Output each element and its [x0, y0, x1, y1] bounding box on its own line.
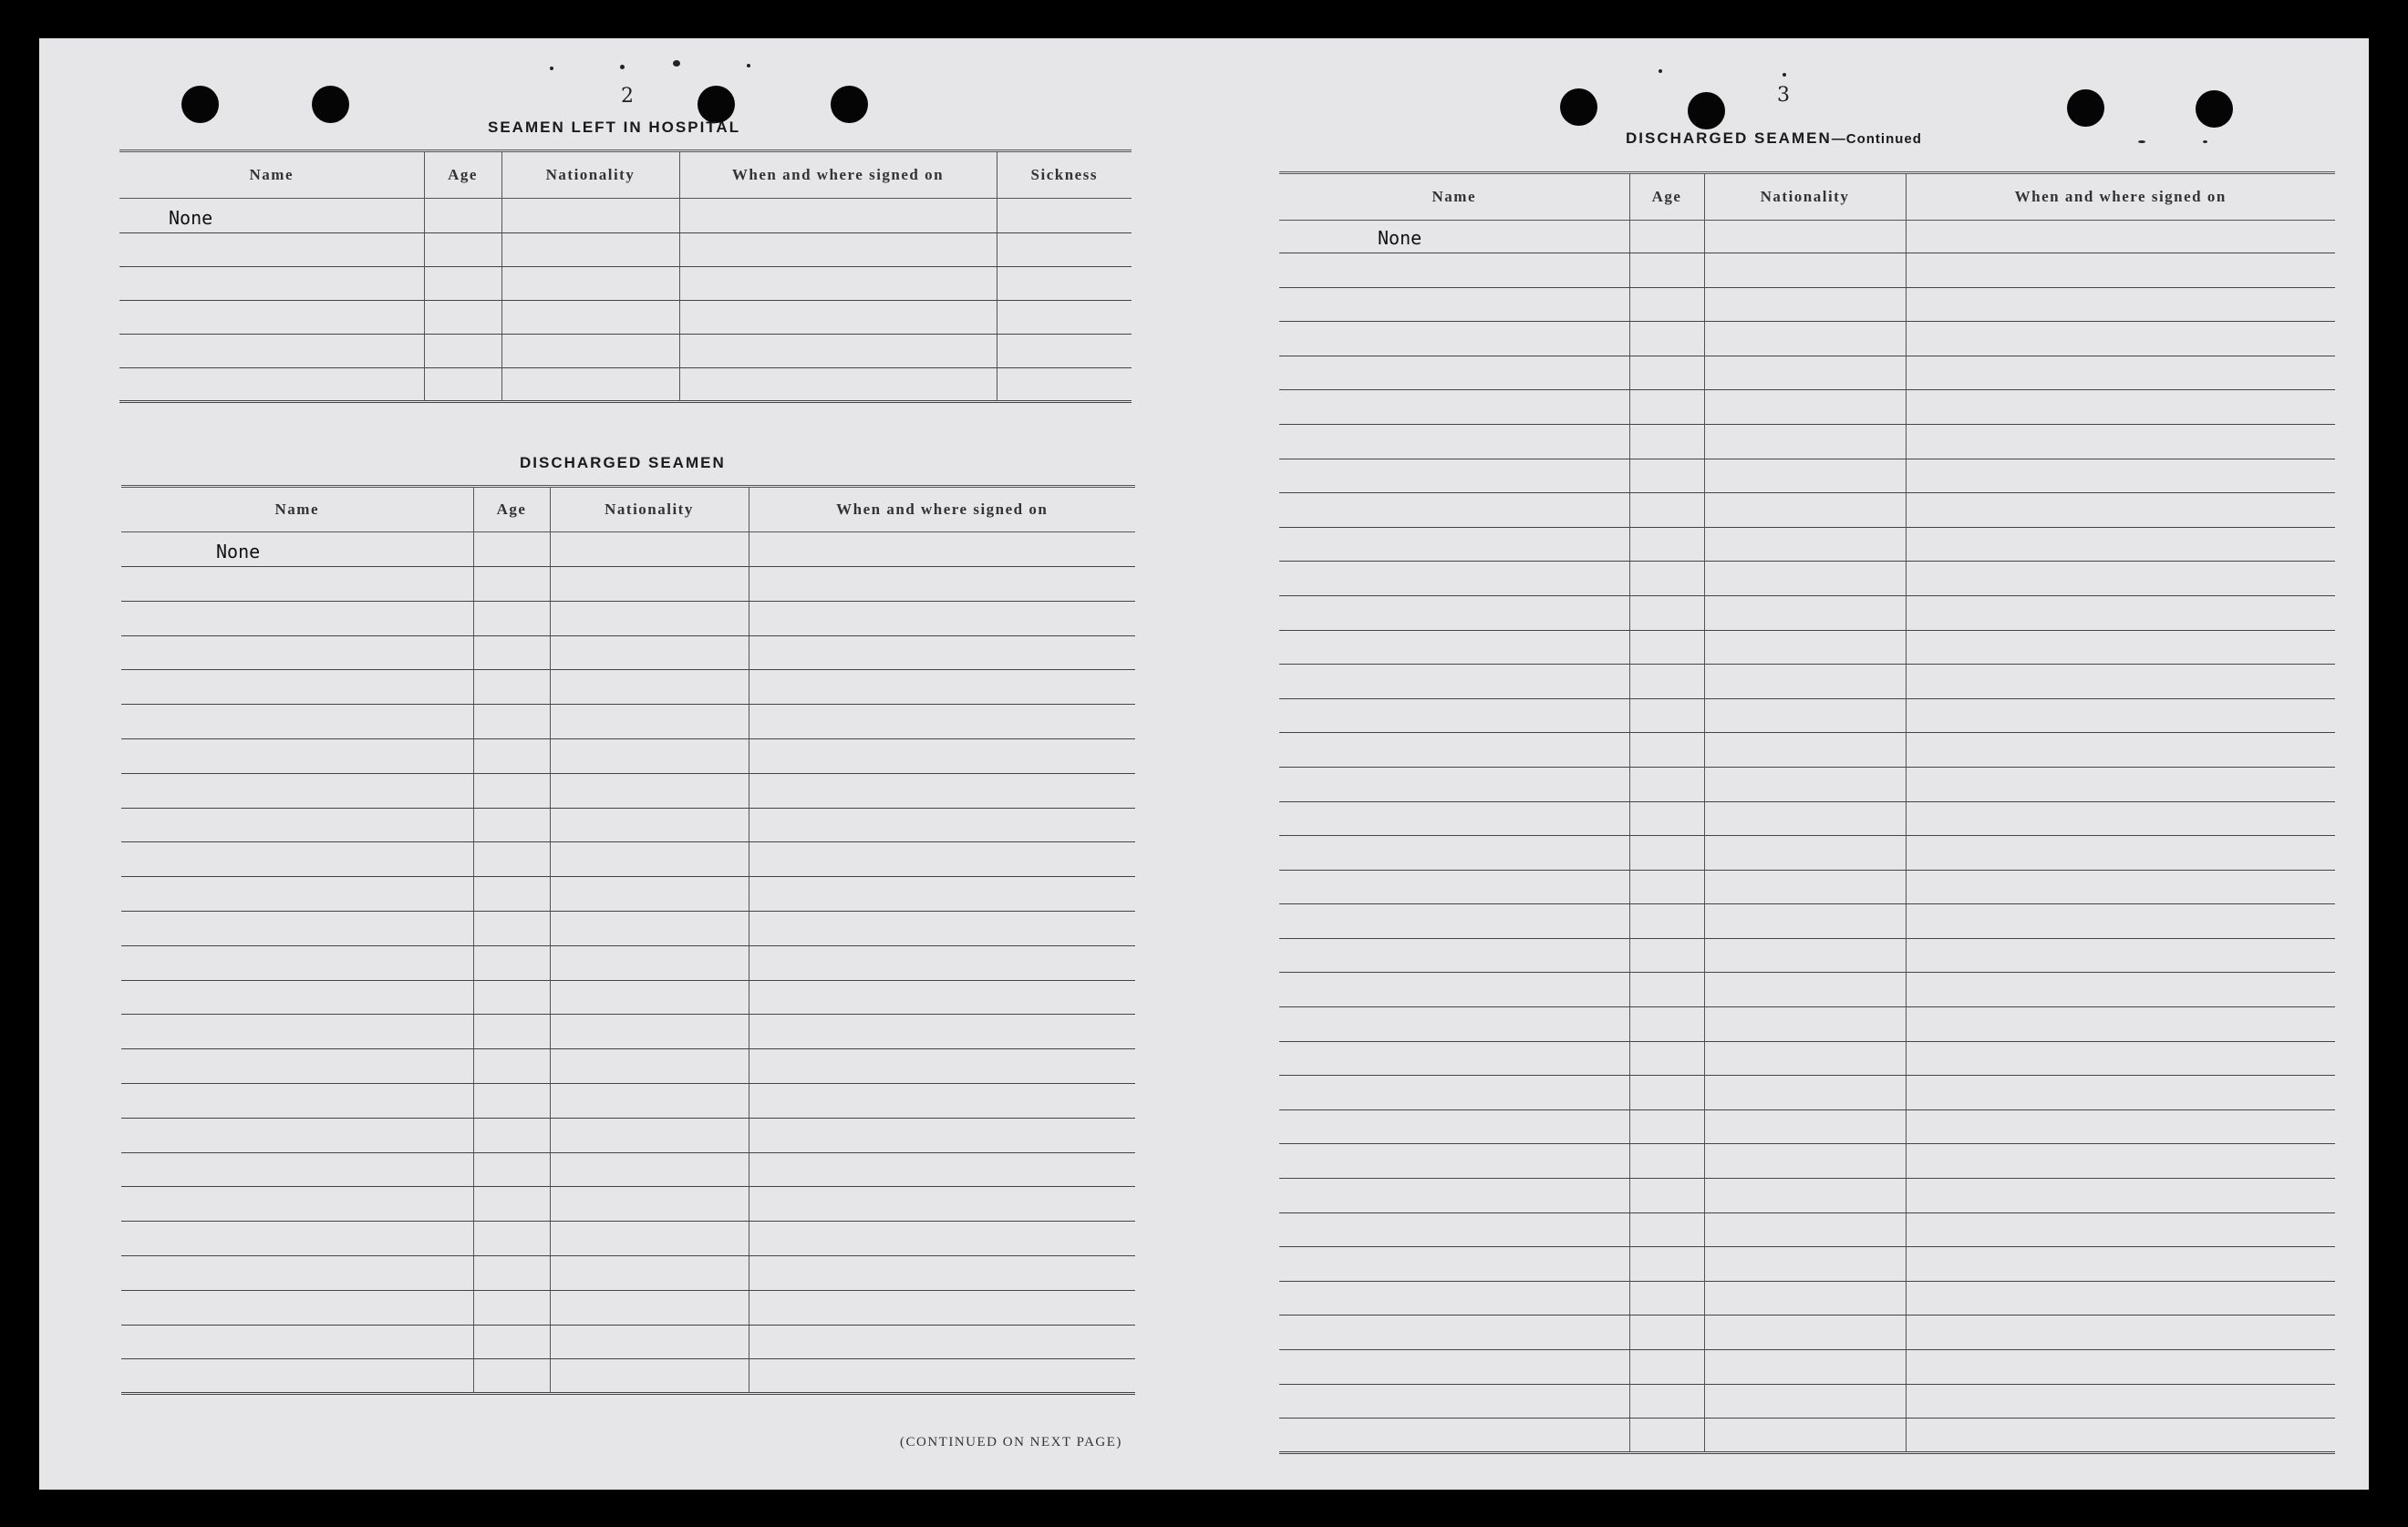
table-row [121, 945, 1135, 980]
table-row [1279, 390, 2335, 425]
table-row [1279, 1281, 2335, 1315]
ink-speck [673, 60, 680, 67]
table-row [119, 267, 1132, 301]
punch-hole [831, 86, 868, 123]
column-header-nationality: Nationality [1704, 173, 1906, 221]
punch-hole [181, 86, 219, 123]
table-row [1279, 630, 2335, 665]
table-row [1279, 665, 2335, 699]
table-row [1279, 938, 2335, 973]
table-row [121, 705, 1135, 739]
column-header-nationality: Nationality [501, 151, 679, 199]
column-header-age: Age [473, 487, 550, 532]
table-row [1279, 221, 2335, 253]
table-row [1279, 356, 2335, 390]
table-row [1279, 459, 2335, 493]
ink-speck [620, 65, 625, 69]
table-row [121, 1187, 1135, 1222]
entry-name: None [169, 207, 213, 229]
table-row [1279, 801, 2335, 836]
ink-speck [747, 64, 750, 67]
table-row [1279, 1179, 2335, 1213]
punch-hole [1688, 92, 1725, 129]
table-row [1279, 595, 2335, 630]
table-row [121, 1152, 1135, 1187]
hospital-table [119, 150, 1132, 403]
table-row [1279, 253, 2335, 288]
table-row [1279, 287, 2335, 322]
table-row [121, 1083, 1135, 1118]
column-header-name: Name [121, 487, 473, 532]
discharged-continued-table [1279, 171, 2335, 1454]
punch-hole [698, 86, 735, 123]
table-row [1279, 1007, 2335, 1042]
entry-name: None [1378, 227, 1422, 249]
section-title-hospital: SEAMEN LEFT IN HOSPITAL [488, 119, 741, 136]
table-row [121, 1255, 1135, 1290]
table-row [119, 368, 1132, 402]
page-number: 3 [1777, 84, 1790, 107]
table-row [1279, 1350, 2335, 1385]
table-row [121, 911, 1135, 945]
table-row [121, 1290, 1135, 1325]
ink-speck [1659, 69, 1662, 73]
table-row [1279, 870, 2335, 904]
table-row [119, 301, 1132, 335]
section-title-suffix: —Continued [1831, 131, 1922, 147]
table-row [1279, 973, 2335, 1007]
column-header-age: Age [424, 151, 501, 199]
table-row [1279, 562, 2335, 596]
table-row [121, 1222, 1135, 1256]
table-row [119, 335, 1132, 368]
table-row [121, 1015, 1135, 1049]
table-row [119, 199, 1132, 233]
table-row [1279, 1247, 2335, 1282]
table-row [121, 980, 1135, 1015]
document-sheet [39, 38, 2369, 1490]
table-row [121, 635, 1135, 670]
table-row [1279, 424, 2335, 459]
table-row [121, 773, 1135, 808]
column-header-name: Name [1279, 173, 1629, 221]
table-row [1279, 1109, 2335, 1144]
discharged-table [121, 485, 1135, 1395]
table-row [121, 532, 1135, 567]
table-row [121, 1118, 1135, 1152]
entry-name: None [216, 541, 261, 562]
table-row [121, 808, 1135, 842]
ink-speck [550, 67, 553, 70]
table-row [1279, 527, 2335, 562]
column-header-signed-on: When and where signed on [749, 487, 1135, 532]
column-header-signed-on: When and where signed on [1906, 173, 2335, 221]
table-row [1279, 767, 2335, 801]
table-row [119, 233, 1132, 267]
table-row [1279, 1212, 2335, 1247]
table-row [1279, 904, 2335, 939]
continued-note: (CONTINUED ON NEXT PAGE) [900, 1435, 1122, 1450]
section-title-text: DISCHARGED SEAMEN [1626, 129, 1832, 147]
table-row [121, 567, 1135, 602]
table-row [1279, 1144, 2335, 1179]
page-number: 2 [621, 85, 634, 108]
column-header-sickness: Sickness [997, 151, 1132, 199]
table-row [121, 1049, 1135, 1084]
column-header-name: Name [119, 151, 424, 199]
column-header-age: Age [1629, 173, 1704, 221]
table-row [1279, 322, 2335, 356]
punch-hole [1560, 88, 1597, 126]
column-header-signed-on: When and where signed on [679, 151, 997, 199]
table-row [121, 1359, 1135, 1394]
ink-speck [1783, 73, 1786, 77]
column-header-nationality: Nationality [550, 487, 749, 532]
table-row [1279, 698, 2335, 733]
ink-speck [2203, 140, 2207, 143]
table-row [1279, 733, 2335, 768]
table-row [121, 738, 1135, 773]
section-title-discharged: DISCHARGED SEAMEN [520, 454, 726, 471]
table-row [1279, 1315, 2335, 1350]
table-row [1279, 493, 2335, 528]
table-row [121, 1325, 1135, 1359]
table-row [121, 601, 1135, 635]
table-row [121, 877, 1135, 912]
table-row [1279, 1041, 2335, 1076]
table-row [1279, 1076, 2335, 1110]
ink-speck [2138, 140, 2145, 143]
table-row [1279, 836, 2335, 871]
table-row [1279, 1384, 2335, 1419]
section-title-discharged-continued [1626, 129, 1922, 148]
table-row [1279, 1419, 2335, 1453]
punch-hole [2067, 89, 2104, 127]
table-row [121, 670, 1135, 705]
table-row [121, 842, 1135, 877]
punch-hole [2196, 90, 2233, 128]
punch-hole [312, 86, 349, 123]
